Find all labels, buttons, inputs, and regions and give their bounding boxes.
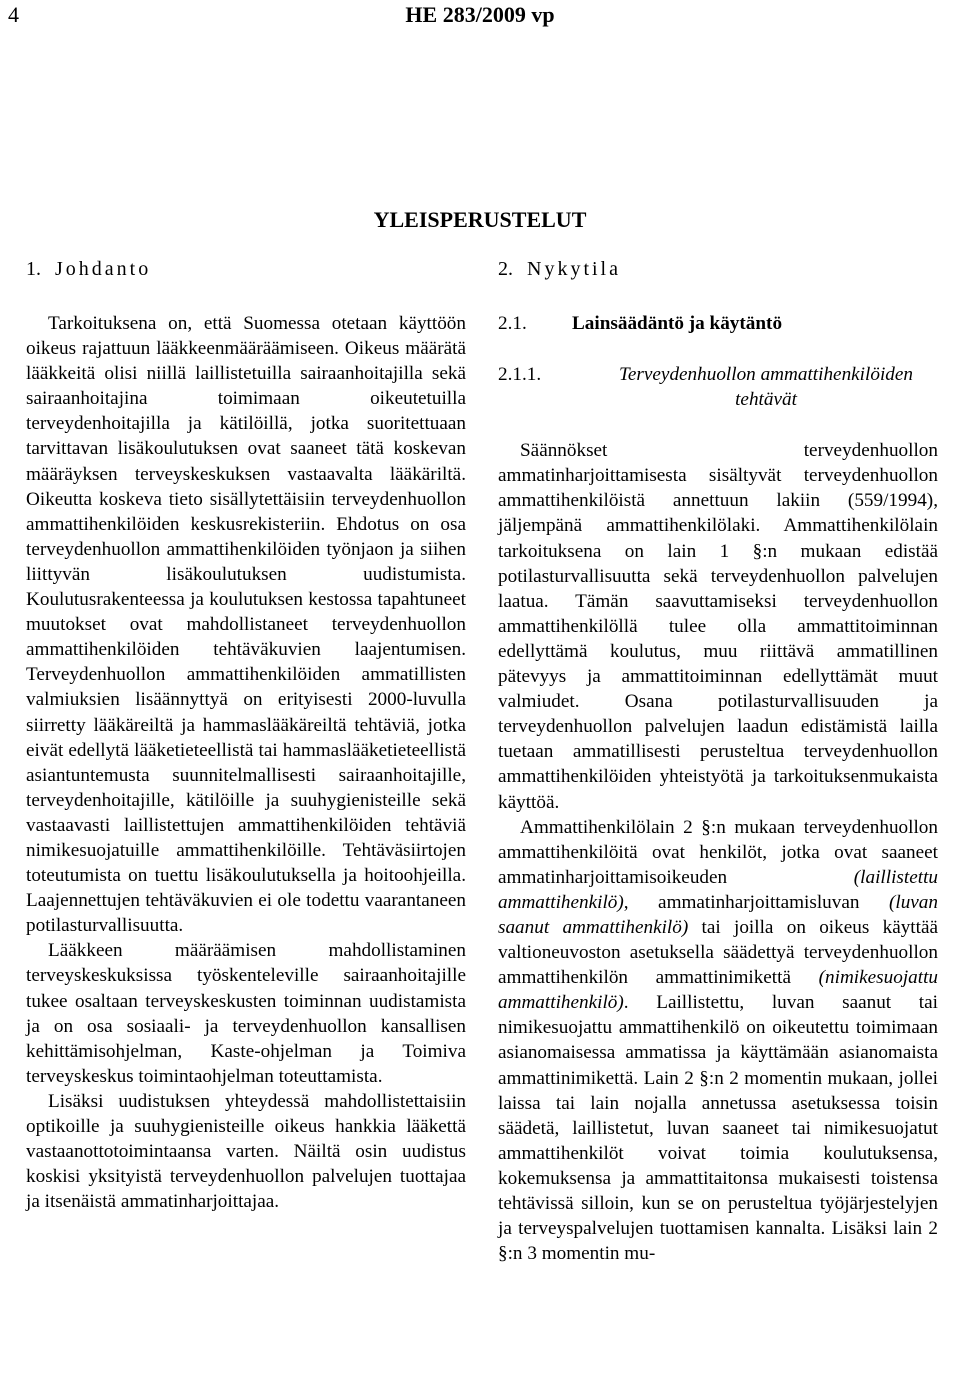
right-column: [498, 257, 938, 1266]
italic-term: (laillistettu ammattihenkilö): [498, 866, 938, 913]
italic-term: (luvan saanut ammattihenkilö): [498, 891, 938, 938]
paragraph: Säännökset terveydenhuollon ammatinharjoittamisesta sisältyvät terveydenhuollon ammattihenkilöistä annettuun lakiin (559/1994), jäljempänä ammattihenkilölaki. Ammattihenkilölain tarkoituksena on lain 1 §:n mukaan edistää potilasturvallisuutta sekä terveydenhuollon palvelujen laatua. Tämän saavuttamiseksi terveydenhuollon ammattihenkilöllä tulee olla ammattitoiminnan edellyttämä koulutus, muu riittävä ammatillinen pätevyys ja ammattitoiminnan edellyttämät muut valmiudet. Osana potilasturvallisuuden ja terveydenhuollon palvelujen laadun edistämistä lailla tuetaan ammatillisesti perusteltua terveydenhuollon ammattihenkilöiden yhteistyötä ja tarkoituksenmukaista käyttöä.: [498, 440, 938, 813]
page-number: 4: [8, 2, 19, 27]
subsubheading-text: Terveydenhuollon ammattihenkilöiden tehtävät: [619, 364, 913, 411]
text-run: , ammatinharjoittamisluvan: [623, 891, 889, 913]
subheading: [498, 311, 938, 336]
heading-johdanto: [26, 257, 466, 285]
subsubheading-number: 2.1.1.: [498, 364, 542, 385]
subsubheading: [498, 362, 938, 412]
paragraph: Lisäksi uudistuksen yhteydessä mahdollistettaisiin optikoille ja suuhygienisteille oikeus hankkia lääkettä vastaanottotoimintaansa varten. Näiltä osin uudistus koskisi yksityistä terveydenhuollon palvelujen tuottajaa ja itsenäistä ammatinharjoittajaa.: [26, 1090, 466, 1213]
page-header: [0, 0, 960, 34]
subheading-text: Lainsäädäntö ja käytäntö: [572, 313, 783, 334]
section-title: YLEISPERUSTELUT: [373, 207, 587, 232]
heading-number: 2.: [498, 258, 513, 280]
paragraph: Lääkkeen määräämisen mahdollistaminen terveyskeskuksissa työskenteleville sairaanhoitajille tukee osaltaan terveyskeskusten toiminnan uudistamista ja on osa sosiaali- ja terveydenhuollon kansallisen kehittämisohjelman, Kaste-ohjelman ja Toimiva terveyskeskus toimintaohjelman toteuttamista.: [26, 940, 466, 1087]
text-run: tai joilla on oikeus käyttää valtioneuvoston asetuksella säädettyä terveydenhuollon ammattihenkilön ammattinimikettä: [498, 916, 938, 989]
heading-nykytila: [498, 257, 938, 285]
heading-text: Nykytila: [527, 258, 621, 280]
subheading-number: 2.1.: [498, 313, 527, 334]
paragraph: Tarkoituksena on, että Suomessa otetaan käyttöön oikeus rajattuun lääkkeenmääräämiseen. Oikeus määrätä lääkkeitä olisi niillä laillistetuilla sairaanhoitajilla sekä sairaanhoitajina toimimaan oikeutetuilla terveydenhoitajilla ja kätilöillä, jotka suoritettuaan tarvittavan lisäkoulutuksen ovat saaneet tätä koskevan määräyksen terveyskeskuksen vastaavalta lääkäriltä. Oikeutta koskeva tieto sisällytettäisiin terveydenhuollon ammattihenkilöiden keskusrekisteriin. Ehdotus on osa terveydenhuollon ammattihenkilöiden työnjaon ja siihen liittyvän lisäkoulutuksen uudistumista. Koulutusrakenteessa ja koulutuksen kestossa tapahtuneet muutokset ovat mahdollistaneet terveydenhuollon ammattihenkilöiden tehtäväkuvien laajentumisen. Terveydenhuollon ammattihenkilöiden ammatillisten valmiuksien lisäännyttyä on erityisesti 2000-luvulla siirretty lääkäreiltä ja hammaslääkäreiltä tehtäviä, jotka eivät edellytä lääketieteellistä tai hammaslääketieteellistä asiantuntemusta suunnitelmallisesti sairaanhoitajille, terveydenhoitajille, kätilöille ja suuhygienisteille sekä vastaavasti laillistettujen ammattihenkilöiden tehtäviä nimikesuojatuille ammattihenkilöille. Tehtäväsiirtojen toteutumista on tuettu lisäkoulutuksella ja hoitoohjeilla. Laajennettujen tehtäväkuvien ei ole todettu vaarantaneen potilasturvallisuutta.: [26, 313, 466, 937]
heading-number: 1.: [26, 258, 41, 280]
left-column: [26, 257, 466, 1214]
italic-term: (nimikesuojattu ammattihenkilö): [498, 967, 938, 1014]
paragraph: [498, 815, 938, 1267]
heading-text: Johdanto: [55, 258, 152, 280]
document-title: HE 283/2009 vp: [405, 2, 555, 27]
text-run: . Laillistettu, luvan saanut tai nimikesuojattu ammattihenkilö on oikeutettu toimimaan asianomaisessa ammatissa ja käyttämään asianomaista ammattinimikettä. Lain 2 §:n 2 momentin mukaan, jollei laissa tai lain nojalla annetussa asetuksessa toisin säädetä, laillistetut, luvan saaneet tai nimikesuojatut ammattihenkilöt voivat toimia koulutuksensa, kokemuksensa ja ammattitaitonsa mukaisesti toistensa tehtävissä silloin, kun se on perusteltua työjärjestelyjen ja terveyspalvelujen tuottamisen kannalta. Lisäksi lain 2 §:n 3 momentin mu-: [498, 992, 938, 1265]
text-run: Ammattihenkilölain 2 §:n mukaan terveydenhuollon ammattihenkilöitä ovat henkilöt, jotka ovat saaneet ammatinharjoittamisoikeuden: [498, 816, 938, 888]
